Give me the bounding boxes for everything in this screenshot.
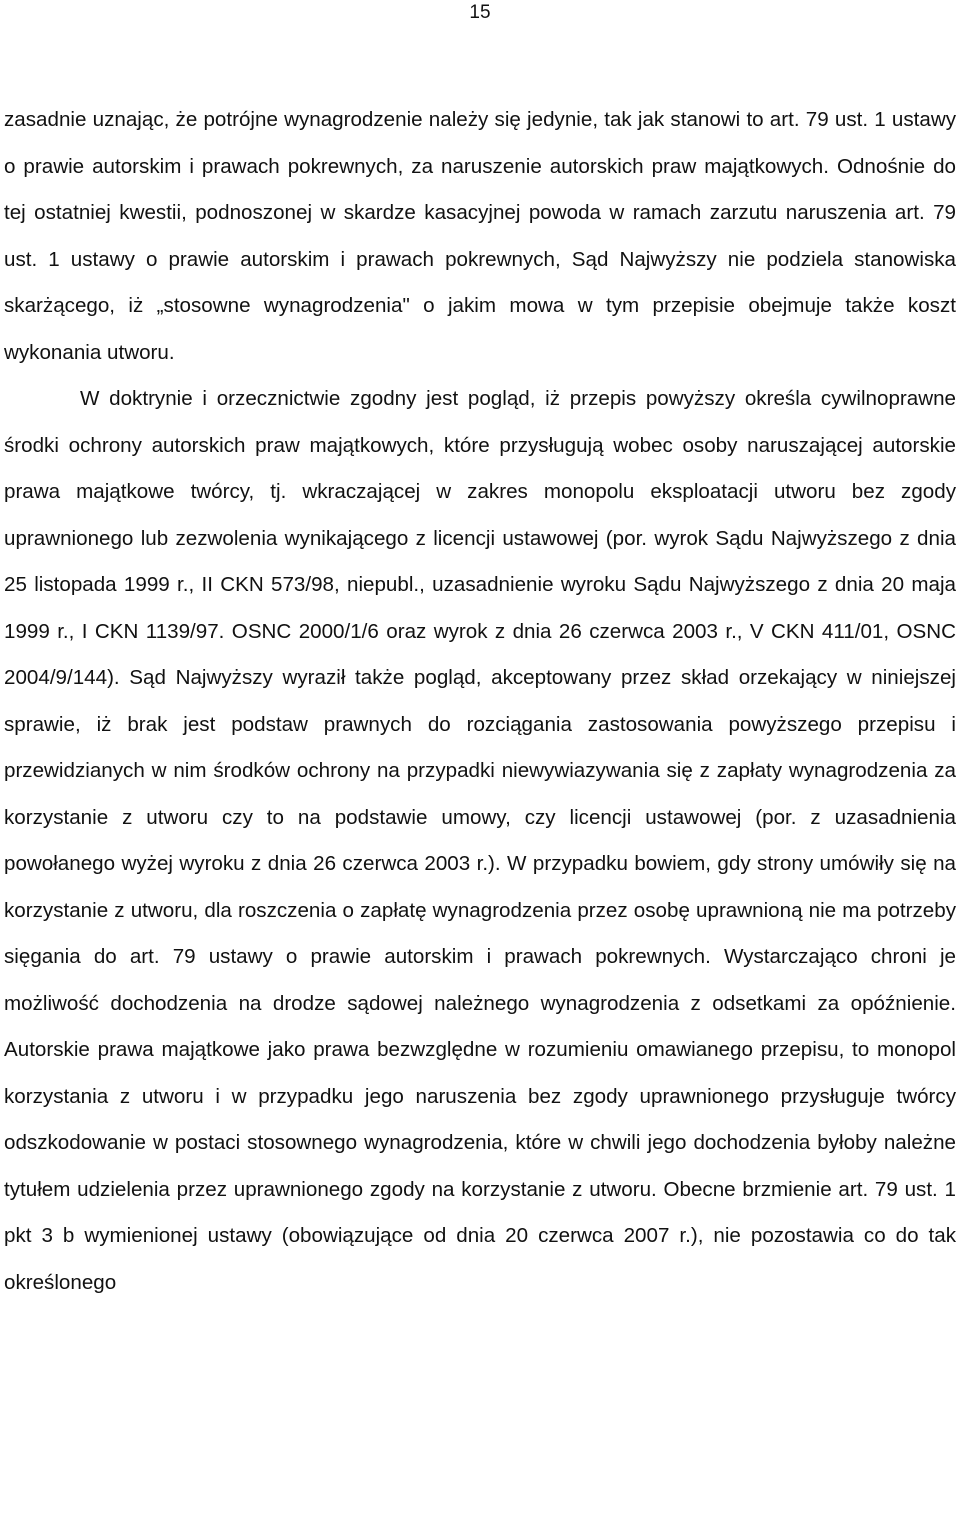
paragraph-continued: zasadnie uznając, że potrójne wynagrodzenie należy się jedynie, tak jak stanowi to art. 79 ust. 1 ustawy o prawie autorskim i prawach pokrewnych, za naruszenie autorskich praw majątkowych. Odnośnie do tej ostatniej kwestii, podnoszonej w skardze kasacyjnej powoda w ramach zarzutu naruszenia art. 79 ust. 1 ustawy o prawie autorskim i prawach pokrewnych, Sąd Najwyższy nie podziela stanowiska skarżącego, iż „stosowne wynagrodzenia" o jakim mowa w tym przepisie obejmuje także koszt wykonania utworu. (4, 108, 956, 364)
document-body (4, 97, 956, 1306)
page-number: 15 (469, 2, 491, 23)
paragraph-doctrine: W doktrynie i orzecznictwie zgodny jest pogląd, iż przepis powyższy określa cywilnoprawne środki ochrony autorskich praw majątkowych, które przysługują wobec osoby naruszającej autorskie prawa majątkowe twórcy, tj. wkraczającej w zakres monopolu eksploatacji utworu bez zgody uprawnionego lub zezwolenia wynikającego z licencji ustawowej (por. wyrok Sądu Najwyższego z dnia 25 listopada 1999 r., II CKN 573/98, niepubl., uzasadnienie wyroku Sądu Najwyższego z dnia 20 maja 1999 r., I CKN 1139/97. OSNC 2000/1/6 oraz wyrok z dnia 26 czerwca 2003 r., V CKN 411/01, OSNC 2004/9/144). Sąd Najwyższy wyraził także pogląd, akceptowany przez skład orzekający w niniejszej sprawie, iż brak jest podstaw prawnych do rozciągania zastosowania powyższego przepisu i przewidzianych w nim środków ochrony na przypadki niewywiazywania się z zapłaty wynagrodzenia za korzystanie z utworu czy to na podstawie umowy, czy licencji ustawowej (por. z uzasadnienia powołanego wyżej wyroku z dnia 26 czerwca 2003 r.). W przypadku bowiem, gdy strony umówiły się na korzystanie z utworu, dla roszczenia o zapłatę wynagrodzenia przez osobę uprawnioną nie ma potrzeby sięgania do art. 79 ustawy o prawie autorskim i prawach pokrewnych. Wystarczająco chroni je możliwość dochodzenia na drodze sądowej należnego wynagrodzenia z odsetkami za opóźnienie. Autorskie prawa majątkowe jako prawa bezwzględne w rozumieniu omawianego przepisu, to monopol korzystania z utworu i w przypadku jego naruszenia bez zgody uprawnionego przysługuje twórcy odszkodowanie w postaci stosownego wynagrodzenia, które w chwili jego dochodzenia byłoby należne tytułem udzielenia przez uprawnionego zgody na korzystanie z utworu. Obecne brzmienie art. 79 ust. 1 pkt 3 b wymienionej ustawy (obowiązujące od dnia 20 czerwca 2007 r.), nie pozostawia co do tak określonego (4, 387, 956, 1294)
